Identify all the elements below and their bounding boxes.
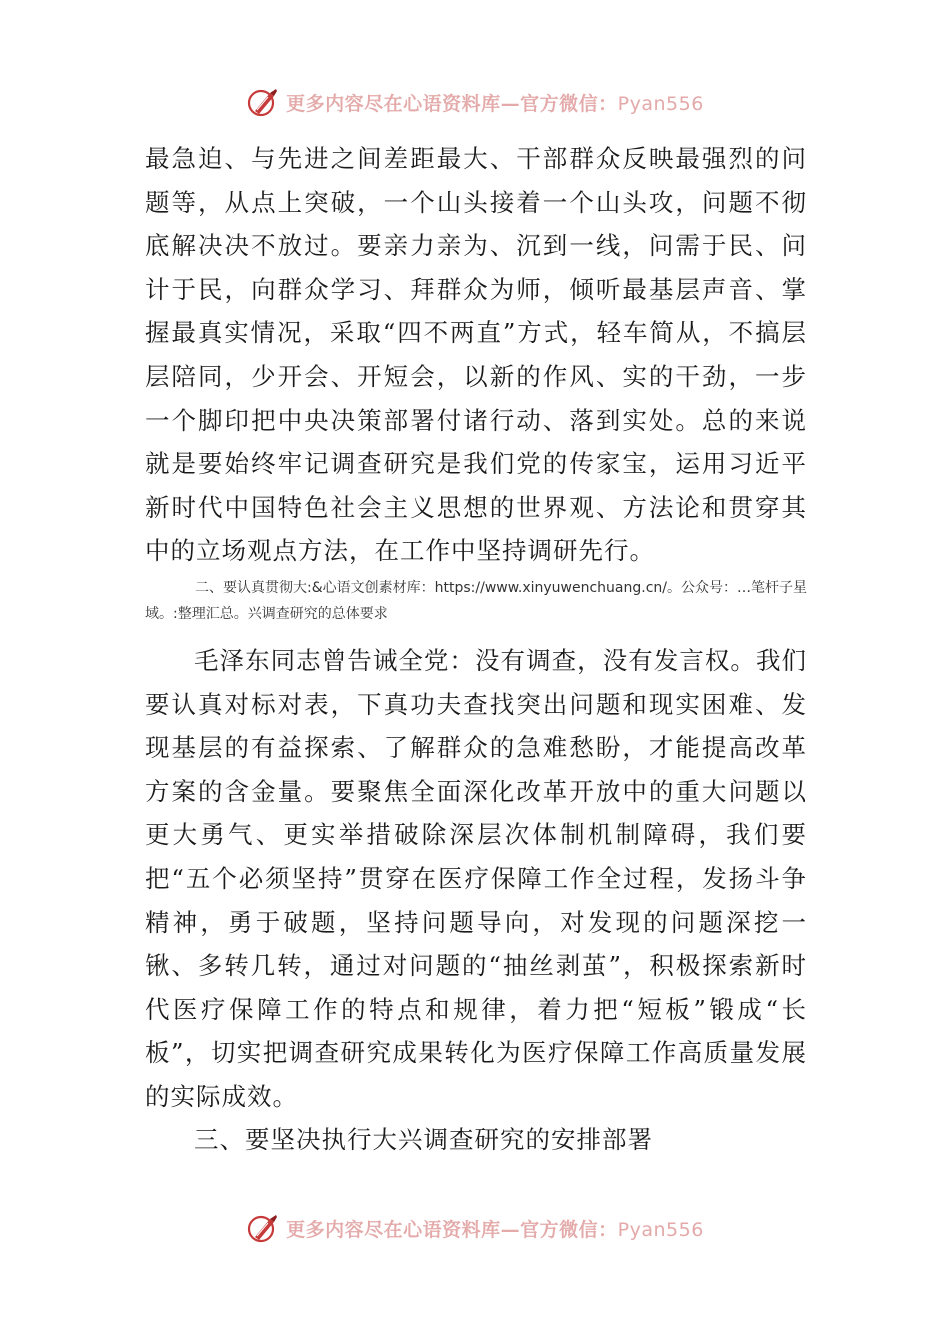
pen-nib-circle-icon (246, 1211, 280, 1245)
watermark-text: 更多内容尽在心语资料库—官方微信：Pyan556 (286, 92, 704, 115)
watermark-text: 更多内容尽在心语资料库—官方微信：Pyan556 (286, 1218, 704, 1241)
paragraph-continuation: 最急迫、与先进之间差距最大、干部群众反映最强烈的问题等，从点上突破，一个山头接着一个山头攻，问题不彻底解决决不放过。要亲力亲为、沉到一线，问需于民、问计于民，向群众学习、拜群众为师，倾听最基层声音、掌握最真实情况，采取“四不两直”方式，轻车简从，不搞层层陪同，少开会、开短会，以新的作风、实的干劲，一步一个脚印把中央决策部署付诸行动、落到实处。总的来说就是要始终牢记调查研究是我们党的传家宝，运用习近平新时代中国特色社会主义思想的世界观、方法论和贯穿其中的立场观点方法，在工作中坚持调研先行。 (145, 144, 807, 566)
section-two-body: 毛泽东同志曾告诫全党：没有调查，没有发言权。我们要认真对标对表，下真功夫查找突出问题和现实困难、发现基层的有益探索、了解群众的急难愁盼，才能提高改革方案的含金量。要聚焦全面深化改革开放中的重大问题以更大勇气、更实举措破除深层次体制机制障碍，我们要把“五个必须坚持”贯穿在医疗保障工作全过程，发扬斗争精神，勇于破题，坚持问题导向，对发现的问题深挖一锹、多转几转，通过对问题的“抽丝剥茧”，积极探索新时代医疗保障工作的特点和规律，着力把“短板”锻成“长板”，切实把调查研究成果转化为医疗保障工作高质量发展的实际成效。 (145, 646, 807, 1111)
section-two-heading: 二、要认真贯彻大:&心语文创素材库：https://www.xinyuwenchuang.cn/。公众号：…笔杆子星域。:整理汇总。兴调查研究的总体要求 (145, 580, 807, 622)
pen-nib-circle-icon (246, 85, 280, 119)
section-three-heading: 三、要坚决执行大兴调查研究的安排部署 (194, 1125, 653, 1154)
footer-watermark (0, 1208, 950, 1248)
header-watermark (0, 82, 950, 122)
